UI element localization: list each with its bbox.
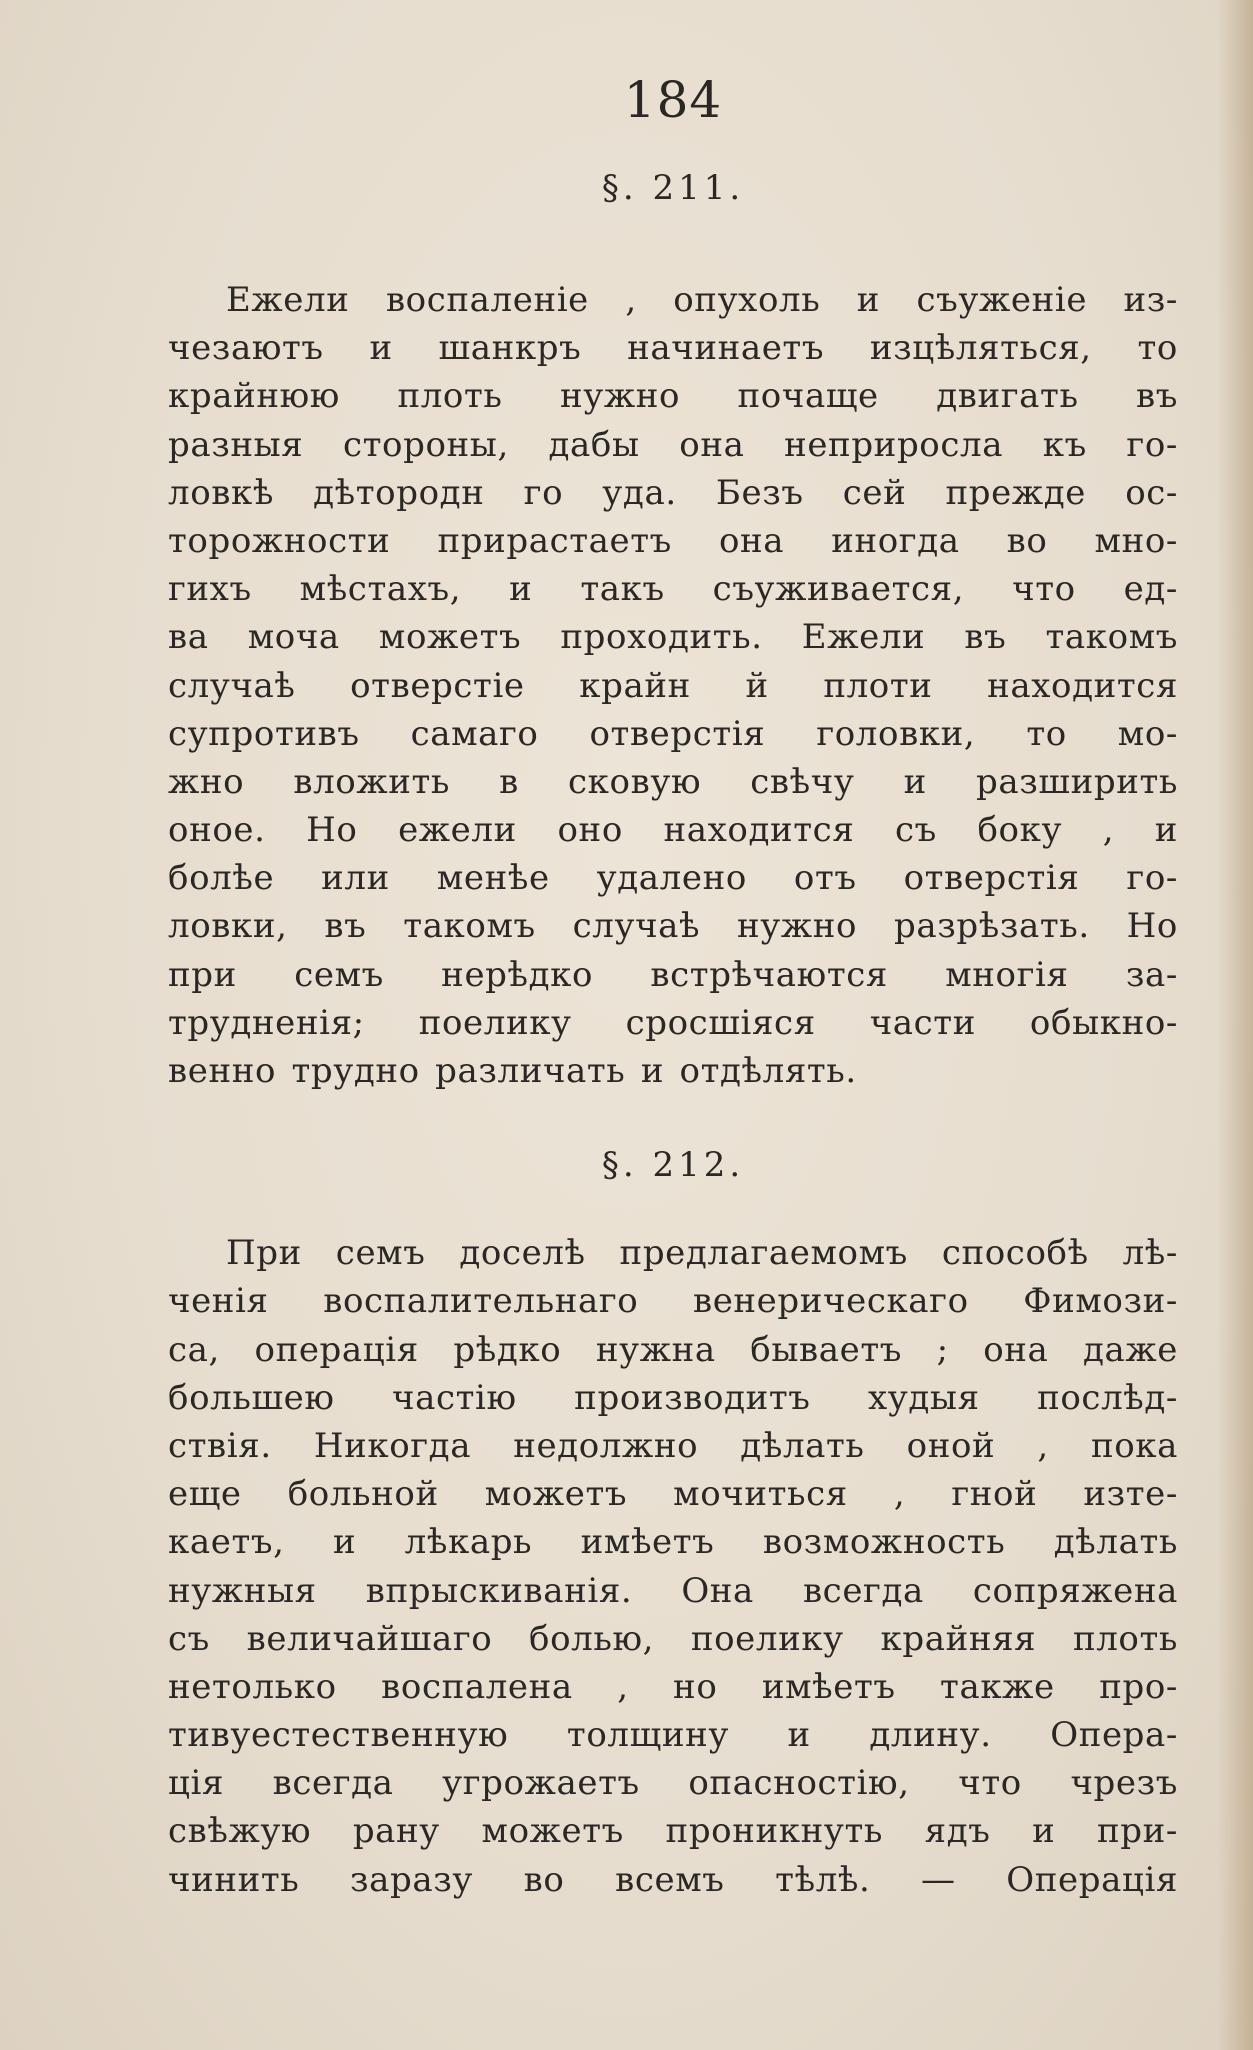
- paragraph-211: [168, 276, 1178, 1095]
- text-line: при семъ нерѣдко встрѣчаются многія за-: [168, 954, 1178, 995]
- text-line: ція всегда угрожаетъ опасностію, что чрезъ: [168, 1763, 1178, 1804]
- text-line: са, операція рѣдко нужна бываетъ ; она даже: [168, 1329, 1178, 1370]
- text-line: чезаютъ и шанкръ начинаетъ изцѣляться, то: [168, 328, 1178, 369]
- text-line: трудненія; поелику сросшіяся части обыкно-: [168, 1002, 1178, 1043]
- text-line: торожности прирастаетъ она иногда во мно-: [168, 520, 1178, 561]
- page-content: [168, 60, 1178, 1904]
- text-line: разныя стороны, дабы она неприросла къ го-: [168, 424, 1178, 465]
- text-line: ловкѣ дѣтородн го уда. Безъ сей прежде ос-: [168, 472, 1178, 513]
- text-line: жно вложить в сковую свѣчу и разширить: [168, 761, 1178, 802]
- text-line: большею частію производитъ худыя послѣд-: [168, 1377, 1178, 1418]
- text-line: супротивъ самаго отверстія головки, то мо-: [168, 713, 1178, 754]
- text-line: оное. Но ежели оно находится съ боку , и: [168, 810, 1178, 851]
- section-heading-212: §. 212.: [601, 1145, 745, 1186]
- page-edge-shadow: [1217, 0, 1253, 2050]
- text-line: При семъ доселѣ предлагаемомъ способѣ лѣ-: [226, 1233, 1178, 1274]
- text-line: каетъ, и лѣкарь имѣетъ возможность дѣлать: [168, 1522, 1178, 1563]
- text-line: Ежели воспаленіе , опухоль и съуженіе из-: [226, 280, 1178, 320]
- page-number: 184: [623, 71, 723, 129]
- text-line: случаѣ отверстіе крайн й плоти находится: [168, 665, 1178, 706]
- text-line: еще больной можетъ мочиться , гной изте-: [168, 1474, 1178, 1515]
- text-line: свѣжую рану можетъ проникнуть ядъ и при-: [168, 1811, 1178, 1852]
- text-line: гихъ мѣстахъ, и такъ съуживается, что ед-: [168, 569, 1178, 610]
- text-line: тивуестественную толщину и длину. Опера-: [168, 1715, 1178, 1756]
- section-heading-211: §. 211.: [601, 168, 745, 208]
- text-line: съ величайшаго болью, поелику крайняя плоть: [168, 1618, 1178, 1659]
- text-line: ва моча можетъ проходить. Ежели въ такомъ: [168, 617, 1178, 658]
- text-line: болѣе или менѣе удалено отъ отверстія го-: [168, 858, 1178, 899]
- text-line: венно трудно различать и отдѣлять.: [168, 1051, 857, 1091]
- paragraph-212: [168, 1229, 1178, 1904]
- text-line: ствія. Никогда недолжно дѣлать оной , пока: [168, 1425, 1178, 1466]
- text-line: нужныя впрыскиванія. Она всегда сопряжена: [168, 1570, 1178, 1611]
- text-line: чинить заразу во всемъ тѣлѣ. — Операція: [168, 1859, 1178, 1900]
- text-line: крайнюю плоть нужно почаще двигать въ: [168, 376, 1178, 417]
- text-line: ловки, въ такомъ случаѣ нужно разрѣзать. Но: [168, 906, 1178, 947]
- text-line: ченія воспалительнаго венерическаго Фимози-: [168, 1281, 1178, 1322]
- text-line: нетолько воспалена , но имѣетъ также про-: [168, 1666, 1178, 1707]
